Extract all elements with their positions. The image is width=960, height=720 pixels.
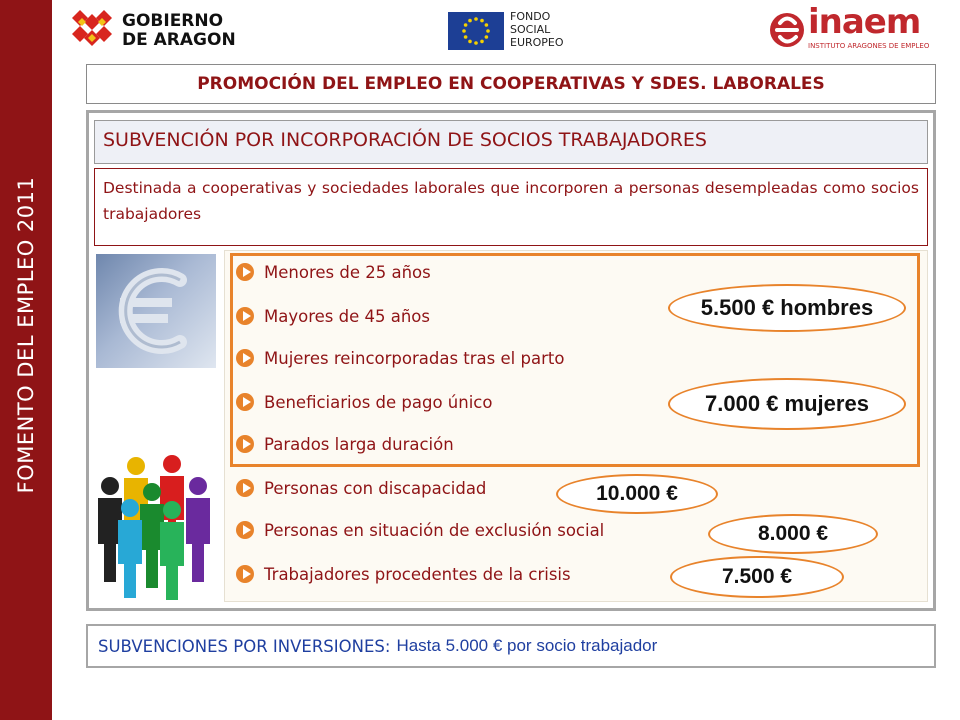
list-item <box>236 346 564 370</box>
amount-hombres <box>668 284 906 332</box>
euro-icon <box>96 254 216 368</box>
side-band-title: FOMENTO DEL EMPLEO 2011 <box>14 176 38 494</box>
eu-flag-icon <box>448 12 504 50</box>
aragon-shield-icon <box>70 8 114 54</box>
gobierno-line2: DE ARAGON <box>122 30 236 50</box>
group-label: Menores de 25 años <box>264 262 431 282</box>
group-label: Beneficiarios de pago único <box>264 392 493 412</box>
inaem-brand: inaem <box>808 2 921 42</box>
investment-subsidy-box <box>86 624 936 668</box>
group-label: Mayores de 45 años <box>264 306 430 326</box>
page-title-box <box>86 64 936 104</box>
eu-star <box>485 35 489 39</box>
group-label: Parados larga duración <box>264 434 454 454</box>
eu-star <box>485 23 489 27</box>
amount-discapacidad <box>556 474 718 514</box>
eu-star <box>464 35 468 39</box>
amount-exclusion-text: 8.000 € <box>757 522 829 545</box>
arrow-bullet-icon <box>236 307 254 325</box>
arrow-bullet-icon <box>236 479 254 497</box>
list-item <box>236 476 486 500</box>
people-image <box>94 452 216 602</box>
description-text: Destinada a cooperativas y sociedades laborales que incorporen a personas desempleadas como socios trabajadores <box>103 179 919 223</box>
group-label: Trabajadores procedentes de la crisis <box>264 564 571 584</box>
list-item <box>236 432 454 456</box>
amount-crisis <box>670 556 844 598</box>
gobierno-line1: GOBIERNO <box>122 11 224 31</box>
list-item <box>236 390 492 414</box>
eu-star <box>474 41 478 45</box>
list-item <box>236 562 571 586</box>
eu-star <box>462 29 466 33</box>
eu-star <box>486 29 490 33</box>
arrow-bullet-icon <box>236 349 254 367</box>
group-label: Personas con discapacidad <box>264 478 487 498</box>
eu-star <box>468 40 472 44</box>
fse-line2: SOCIAL <box>510 23 551 36</box>
group-label: Personas en situación de exclusión social <box>264 520 605 540</box>
list-item <box>236 304 430 328</box>
arrow-bullet-icon <box>236 521 254 539</box>
investment-subsidy-value: Hasta 5.000 € por socio trabajador <box>396 636 658 655</box>
amount-exclusion <box>708 514 878 554</box>
eu-star <box>474 17 478 21</box>
investment-subsidy-label: SUBVENCIONES POR INVERSIONES: <box>98 636 391 656</box>
list-item <box>236 518 604 542</box>
amount-mujeres <box>668 378 906 430</box>
list-item <box>236 260 431 284</box>
eu-star <box>480 40 484 44</box>
amount-hombres-text: 5.500 € hombres <box>700 295 874 320</box>
fondo-social-europeo-logo <box>448 8 598 54</box>
group-label: Mujeres reincorporadas tras el parto <box>264 348 565 368</box>
inaem-subtitle: INSTITUTO ARAGONES DE EMPLEO <box>808 42 930 50</box>
amount-crisis-text: 7.500 € <box>721 565 793 588</box>
amount-mujeres-text: 7.000 € mujeres <box>705 391 869 416</box>
subsidy-subtitle-box <box>94 120 928 164</box>
eu-star <box>468 19 472 23</box>
arrow-bullet-icon <box>236 565 254 583</box>
side-band <box>0 0 52 720</box>
euro-image <box>96 254 216 368</box>
page-title: PROMOCIÓN DEL EMPLEO EN COOPERATIVAS Y SDES. LABORALES <box>197 74 825 94</box>
eu-star <box>480 19 484 23</box>
description-box <box>94 168 928 246</box>
fse-line3: EUROPEO <box>510 36 564 49</box>
inaem-logo <box>768 2 948 56</box>
arrow-bullet-icon <box>236 435 254 453</box>
arrow-bullet-icon <box>236 263 254 281</box>
people-icon <box>94 452 216 602</box>
amount-discapacidad-text: 10.000 € <box>596 482 678 505</box>
gobierno-aragon-logo <box>70 8 240 58</box>
inaem-e-icon <box>768 8 806 52</box>
subsidy-subtitle: SUBVENCIÓN POR INCORPORACIÓN DE SOCIOS TRABAJADORES <box>103 129 707 151</box>
eu-star <box>464 23 468 27</box>
arrow-bullet-icon <box>236 393 254 411</box>
fse-line1: FONDO <box>510 10 551 23</box>
